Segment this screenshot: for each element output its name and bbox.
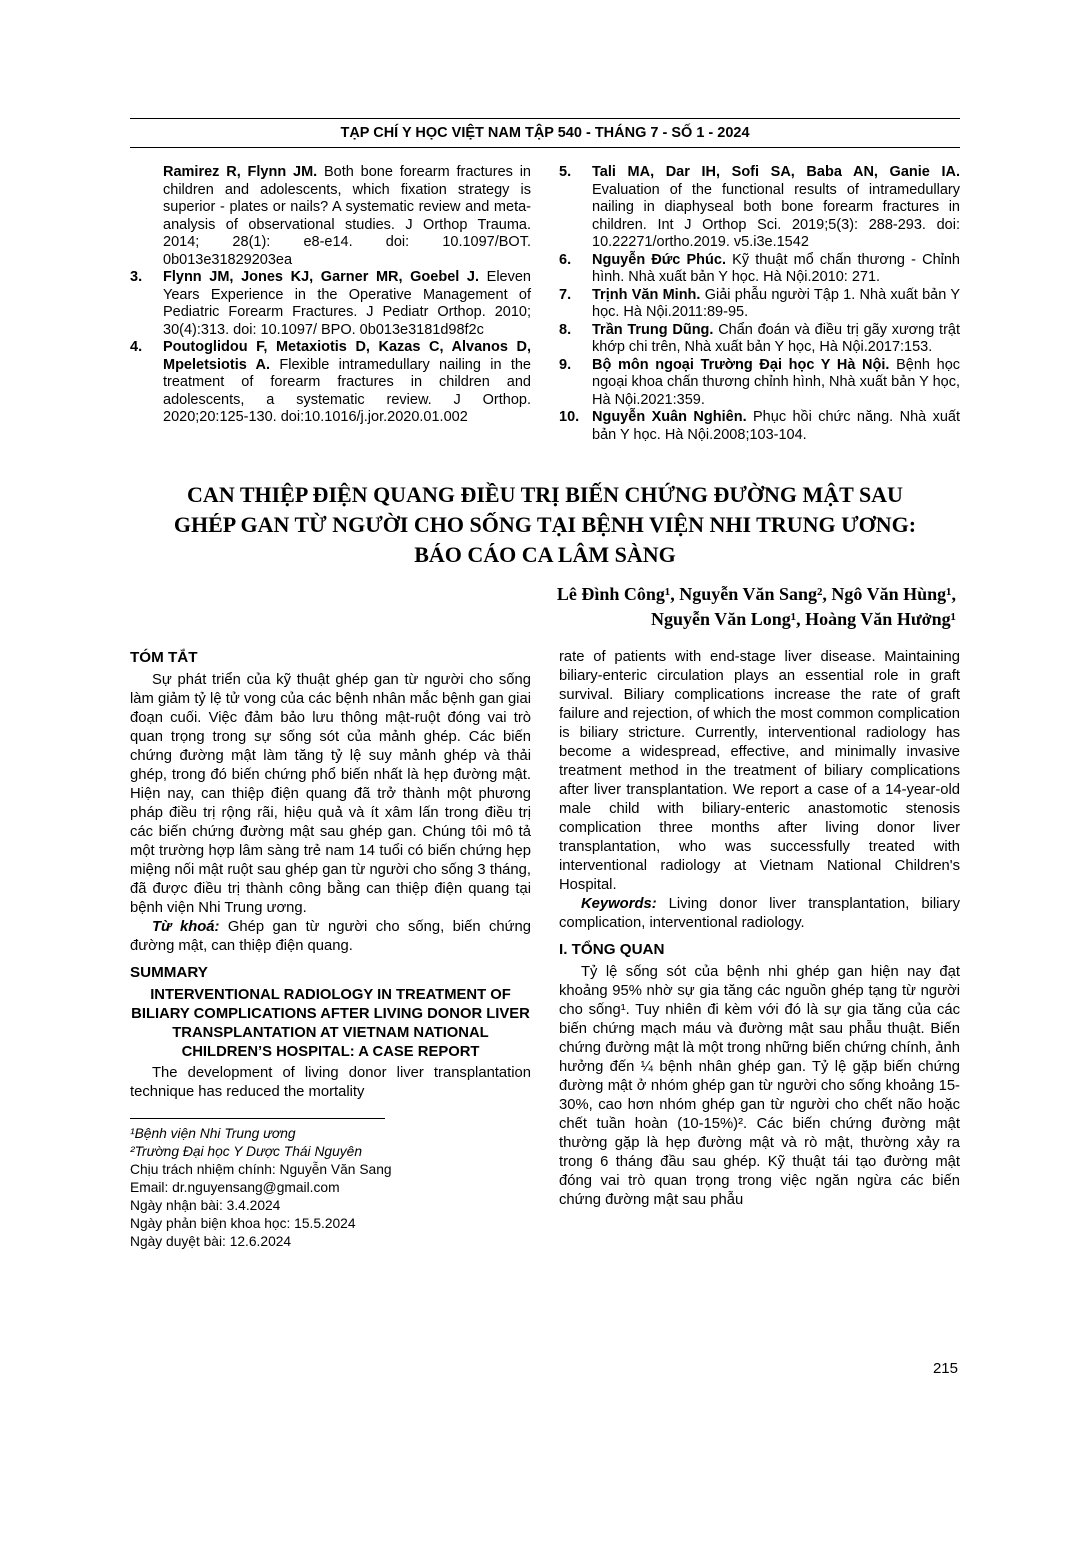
- journal-header: [130, 118, 960, 148]
- footnote-corresponding-author: Chịu trách nhiệm chính: Nguyễn Văn Sang: [130, 1162, 392, 1177]
- abstract-keywords-text: Ghép gan từ người cho sống, biến chứng đường mật, can thiệp điện quang.: [130, 919, 531, 954]
- summary-text-start: The development of living donor liver transplantation technique has reduced the mortality: [130, 1065, 531, 1100]
- summary-keywords-text: Living donor liver transplantation, biliary complication, interventional radiology.: [559, 896, 960, 931]
- article-title-line-3: BÁO CÁO CA LÂM SÀNG: [414, 542, 676, 567]
- summary-title: INTERVENTIONAL RADIOLOGY IN TREATMENT OF BILIARY COMPLICATIONS AFTER LIVING DONOR LIVER TRANSPLANTATION AT VIETNAM NATIONAL CHILDREN’S HOSPITAL: A CASE REPORT: [131, 987, 530, 1060]
- reference-number: 9.: [559, 356, 572, 373]
- reference-text: Kỹ thuật mổ chấn thương - Chỉnh hình. Nhà xuất bản Y học. Hà Nội.2010: 271.: [592, 251, 960, 285]
- reference-text: Both bone forearm fractures in children and adolescents, which fixation strategy is superior - plates or nails? A systematic review and meta-analysis of observational studies. J Orthop Trauma. 2014; 28(1): e8-e14. doi: 10.1097/BOT. 0b013e31829203ea: [163, 164, 531, 268]
- summary-heading: SUMMARY: [130, 964, 208, 981]
- reference-authors: Tali MA, Dar IH, Sofi SA, Baba AN, Ganie IA.: [592, 164, 960, 180]
- article-body: [130, 648, 960, 1251]
- article-title: [130, 480, 960, 570]
- reference-authors: Ramirez R, Flynn JM.: [163, 164, 318, 180]
- reference-number: 4.: [130, 339, 143, 355]
- reference-text: Chẩn đoán và điều trị gãy xương trật khớp chi trên, Nhà xuất bản Y học, Hà Nội.2017:153.: [592, 321, 960, 355]
- article-title-line-1: CAN THIỆP ĐIỆN QUANG ĐIỀU TRỊ BIẾN CHỨNG ĐƯỜNG MẬT SAU: [187, 482, 903, 507]
- reference-authors: Poutoglidou F, Metaxiotis D, Kazas C, Alvanos D, Mpeletsiotis A.: [163, 339, 531, 373]
- reference-text: Bệnh học ngoại khoa chấn thương chỉnh hình, Nhà xuất bản Y học, Hà Nội.2021:359.: [592, 356, 961, 408]
- footnote-affiliation-2: ²Trường Đại học Y Dược Thái Nguyên: [130, 1144, 363, 1159]
- reference-text: Giải phẫu người Tập 1. Nhà xuất bản Y học. Hà Nội.2011:89-95.: [592, 286, 960, 320]
- footnote-received-date: Ngày nhận bài: 3.4.2024: [130, 1198, 281, 1213]
- references-column-right: [559, 164, 960, 444]
- reference-item: [559, 357, 960, 410]
- reference-authors: Bộ môn ngoại Trường Đại học Y Hà Nội.: [592, 356, 890, 373]
- reference-number: 10.: [559, 409, 580, 425]
- abstract-keywords: [130, 918, 531, 956]
- footnote: [130, 1118, 531, 1251]
- reference-item: [559, 252, 960, 287]
- reference-authors: Trần Trung Dũng.: [592, 321, 714, 338]
- section-overview-heading: I. TỔNG QUAN: [559, 941, 665, 958]
- footnote-rule: [130, 1118, 385, 1119]
- reference-authors: Nguyễn Đức Phúc.: [592, 251, 726, 268]
- reference-item: [130, 269, 531, 339]
- reference-authors: Nguyễn Xuân Nghiên.: [592, 409, 747, 425]
- reference-item: [559, 164, 960, 252]
- body-column-right: [559, 648, 960, 1251]
- reference-number: 6.: [559, 251, 572, 268]
- reference-item: [130, 164, 531, 269]
- reference-authors: Flynn JM, Jones KJ, Garner MR, Goebel J.: [163, 269, 480, 285]
- section-overview-text: Tỷ lệ sống sót của bệnh nhi ghép gan hiện nay đạt khoảng 95% nhờ sự gia tăng các nguồn ghép tạng từ người cho sống¹. Tuy nhiên đi kèm với đó là sự gia tăng của các biến chứng mạch máu và đường mật sau phẫu thuật. Biến chứng đường mật là một trong những biến chứng chính, ảnh hưởng đến ¼ bệnh nhân ghép gan. Tỷ lệ gặp biến chứng đường mật ở nhóm ghép gan từ người cho sống khoảng 15-30%, cao hơn nhóm ghép gan từ người cho chết não hoặc chết tuần hoàn (10-15%)². Các biến chứng đường mật thường gặp là hẹp đường mật và rò mật, thường xảy ra trong 6 tháng đầu sau ghép. Kỹ thuật tái tạo đường mật đóng vai trò quan trọng trong việc ngăn ngừa các biến chứng đường mật sau phẫu: [559, 964, 960, 1208]
- article-authors: [130, 582, 960, 632]
- footnote-email: Email: dr.nguyensang@gmail.com: [130, 1180, 340, 1195]
- footnote-review-date: Ngày phản biện khoa học: 15.5.2024: [130, 1216, 356, 1231]
- page-number: 215: [932, 1360, 958, 1377]
- reference-number: 8.: [559, 321, 572, 338]
- article-authors-line-2: Nguyễn Văn Long¹, Hoàng Văn Hưởng¹: [651, 609, 956, 629]
- reference-number: 3.: [130, 269, 143, 285]
- reference-text: Phục hồi chức năng. Nhà xuất bản Y học. Hà Nội.2008;103-104.: [592, 409, 961, 443]
- body-column-left: [130, 648, 531, 1251]
- reference-item: [130, 339, 531, 427]
- summary-keywords-label: Keywords:: [581, 896, 657, 912]
- footnote-accepted-date: Ngày duyệt bài: 12.6.2024: [130, 1234, 292, 1249]
- abstract-heading: TÓM TẮT: [130, 649, 198, 666]
- article-authors-line-1: Lê Đình Công¹, Nguyễn Văn Sang², Ngô Văn Hùng¹,: [556, 584, 956, 604]
- abstract-text: Sự phát triển của kỹ thuật ghép gan từ người cho sống làm giảm tỷ lệ tử vong của các bệnh nhân mắc bệnh gan giai đoạn cuối. Việc đảm bảo lưu thông mật-ruột đóng vai trò quan trọng trong sự sống sót của mảnh ghép. Các biến chứng đường mật làm tăng tỷ lệ suy mảnh ghép và thải ghép, trong đó biến chứng phổ biến nhất là hẹp đường mật. Hiện nay, can thiệp điện quang đã trở thành một phương pháp điều trị rộng rãi, hiệu quả và ít xâm lấn trong điều trị các biến chứng đường mật sau ghép gan. Chúng tôi mô tả một trường hợp lâm sàng trẻ nam 14 tuổi có biến chứng hẹp miệng nối mật ruột sau ghép gan từ người cho sống 3 tháng, đã được điều trị thành công bằng can thiệp điện quang tại bệnh viện Nhi Trung ương.: [130, 672, 531, 916]
- reference-text: Flexible intramedullary nailing in the treatment of forearm fractures in children and adolescents, a systematic review. J Orthop. 2020;20:125-130. doi:10.1016/j.jor.2020.01.002: [163, 356, 531, 425]
- reference-item: [559, 409, 960, 444]
- reference-number: 7.: [559, 286, 572, 303]
- reference-text: Evaluation of the functional results of intramedullary nailing in diaphyseal both bone forearm fractures in children. Int J Orthop Sci. 2019;5(3): 288-293. doi: 10.22271/ortho.2019. v5.i3e.1542: [592, 181, 960, 250]
- summary-text-continued: rate of patients with end-stage liver disease. Maintaining biliary-enteric circulation plays an essential role in graft survival. Biliary complications increase the rate of graft failure and rejection, of which the most common complication is biliary stricture. Currently, interventional radiology has become a widespread, effective, and minimally invasive treatment method in the treatment of biliary complications after liver transplantation. We report a case of a 14-year-old male child with biliary-enteric anastomotic stenosis complication three months after living donor liver transplantation, who was successfully treated with interventional radiology at Vietnam National Children's Hospital.: [559, 649, 960, 893]
- reference-authors: Trịnh Văn Minh.: [592, 286, 701, 303]
- reference-text: Eleven Years Experience in the Operative Management of Pediatric Forearm Fractures. J Pediatr Orthop. 2010; 30(4):313. doi: 10.1097/ BPO. 0b013e3181d98f2c: [163, 269, 531, 338]
- journal-header-text: TẠP CHÍ Y HỌC VIỆT NAM TẬP 540 - THÁNG 7 - SỐ 1 - 2024: [340, 125, 750, 141]
- summary-keywords: [559, 895, 960, 933]
- reference-number: 5.: [559, 164, 572, 180]
- abstract-keywords-label: Từ khoá:: [152, 919, 220, 935]
- article-title-line-2: GHÉP GAN TỪ NGƯỜI CHO SỐNG TẠI BỆNH VIỆN NHI TRUNG ƯƠNG:: [173, 512, 917, 537]
- reference-item: [559, 287, 960, 322]
- references-section: [130, 164, 960, 444]
- references-column-left: [130, 164, 531, 444]
- footnote-affiliation-1: ¹Bệnh viện Nhi Trung ương: [130, 1126, 296, 1141]
- reference-item: [559, 322, 960, 357]
